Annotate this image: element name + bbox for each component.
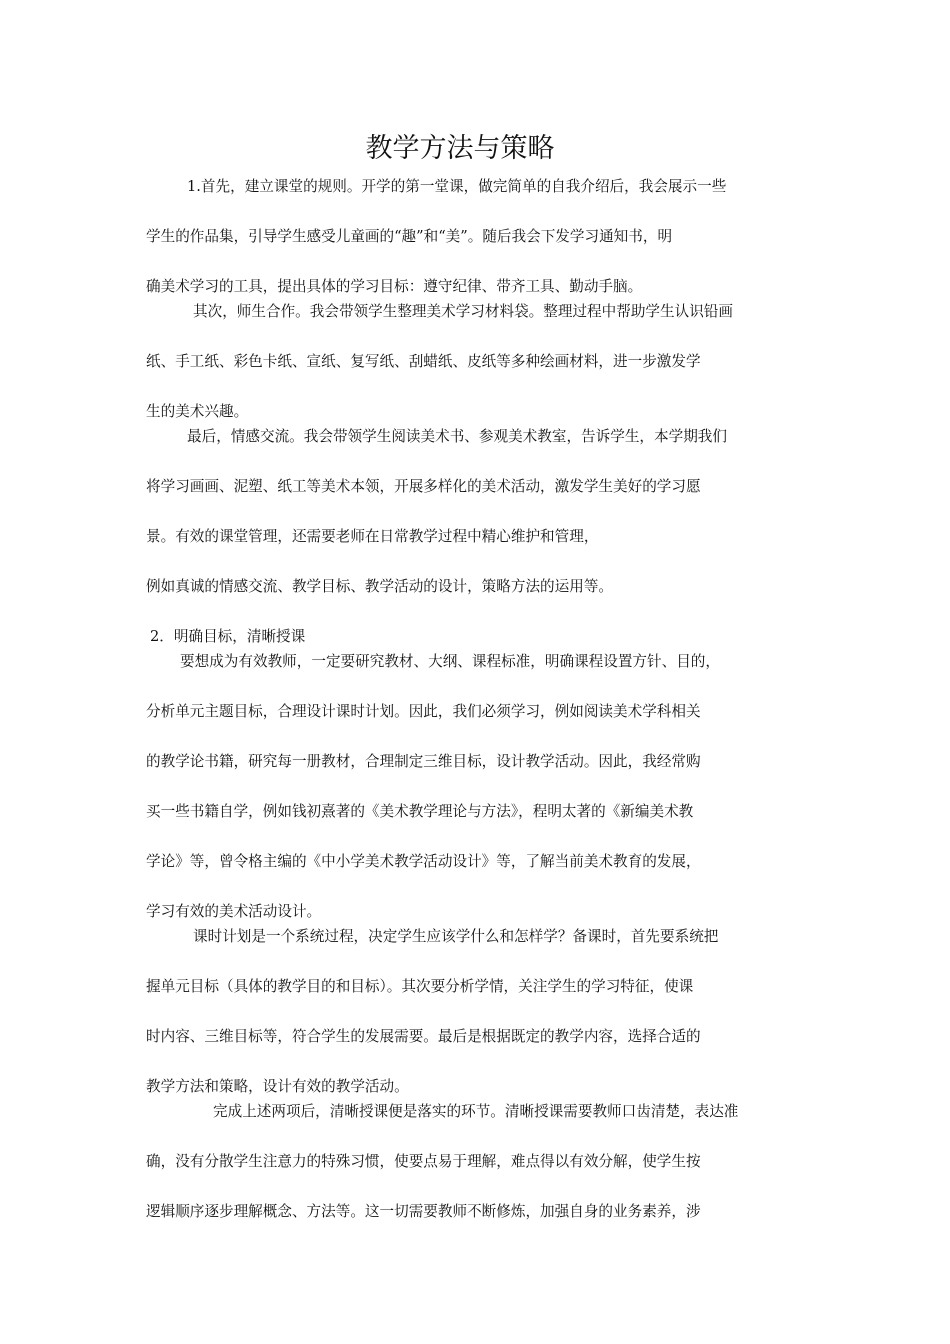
paragraph-line: 教学方法和策略，设计有效的教学活动。 [146,1078,409,1095]
paragraph-line: 握单元目标（具体的教学目的和目标）。其次要分析学情，关注学生的学习特征，使课 [146,978,694,995]
paragraph-line: 学论》等，曾令格主编的《中小学美术教学活动设计》等，了解当前美术教育的发展， [146,853,701,870]
paragraph-line: 时内容、三维目标等，符合学生的发展需要。最后是根据既定的教学内容，选择合适的 [146,1028,701,1045]
paragraph-line: 逻辑顺序逐步理解概念、方法等。这一切需要教师不断修炼，加强自身的业务素养，涉 [146,1203,701,1220]
paragraph-line: 完成上述两项后，清晰授课便是落实的环节。清晰授课需要教师口齿清楚，表达准 [213,1103,739,1120]
paragraph-line: 学生的作品集，引导学生感受儿童画的“趣”和“美”。随后我会下发学习通知书，明 [146,228,673,245]
document-title: 教学方法与策略 [365,133,555,164]
paragraph-line: 分析单元主题目标，合理设计课时计划。因此，我们必须学习，例如阅读美术学科相关 [146,703,701,720]
paragraph-line: 例如真诚的情感交流、教学目标、教学活动的设计，策略方法的运用等。 [146,578,614,595]
section-heading: 2．明确目标，清晰授课 [150,628,306,645]
paragraph-line: 学习有效的美术活动设计。 [146,903,322,920]
paragraph-line: 确美术学习的工具，提出具体的学习目标：遵守纪律、带齐工具、勤动手脑。 [146,278,643,295]
paragraph-line: 景。有效的课堂管理，还需要老师在日常教学过程中精心维护和管理， [146,528,599,545]
paragraph-line: 买一些书籍自学，例如钱初熹著的《美术教学理论与方法》，程明太著的《新编美术教 [146,803,694,820]
paragraph-line: 其次，师生合作。我会带领学生整理美术学习材料袋。整理过程中帮助学生认识铅画 [193,303,733,320]
paragraph-line: 将学习画画、泥塑、纸工等美术本领，开展多样化的美术活动，激发学生美好的学习愿 [146,478,701,495]
paragraph-line: 纸、手工纸、彩色卡纸、宣纸、复写纸、刮蜡纸、皮纸等多种绘画材料，进一步激发学 [146,353,701,370]
paragraph-line: 要想成为有效教师，一定要研究教材、大纲、课程标准，明确课程设置方针、目的， [180,653,720,670]
paragraph-line: 生的美术兴趣。 [146,403,249,420]
paragraph-line: 最后，情感交流。我会带领学生阅读美术书、参观美术教室，告诉学生，本学期我们 [187,428,727,445]
paragraph-line: 确，没有分散学生注意力的特殊习惯，使要点易于理解，难点得以有效分解，使学生按 [146,1153,701,1170]
paragraph-line: 1.首先，建立课堂的规则。开学的第一堂课，做完简单的自我介绍后，我会展示一些 [187,178,727,195]
paragraph-line: 课时计划是一个系统过程，决定学生应该学什么和怎样学？备课时，首先要系统把 [193,928,719,945]
paragraph-line: 的教学论书籍，研究每一册教材，合理制定三维目标，设计教学活动。因此，我经常购 [146,753,701,770]
